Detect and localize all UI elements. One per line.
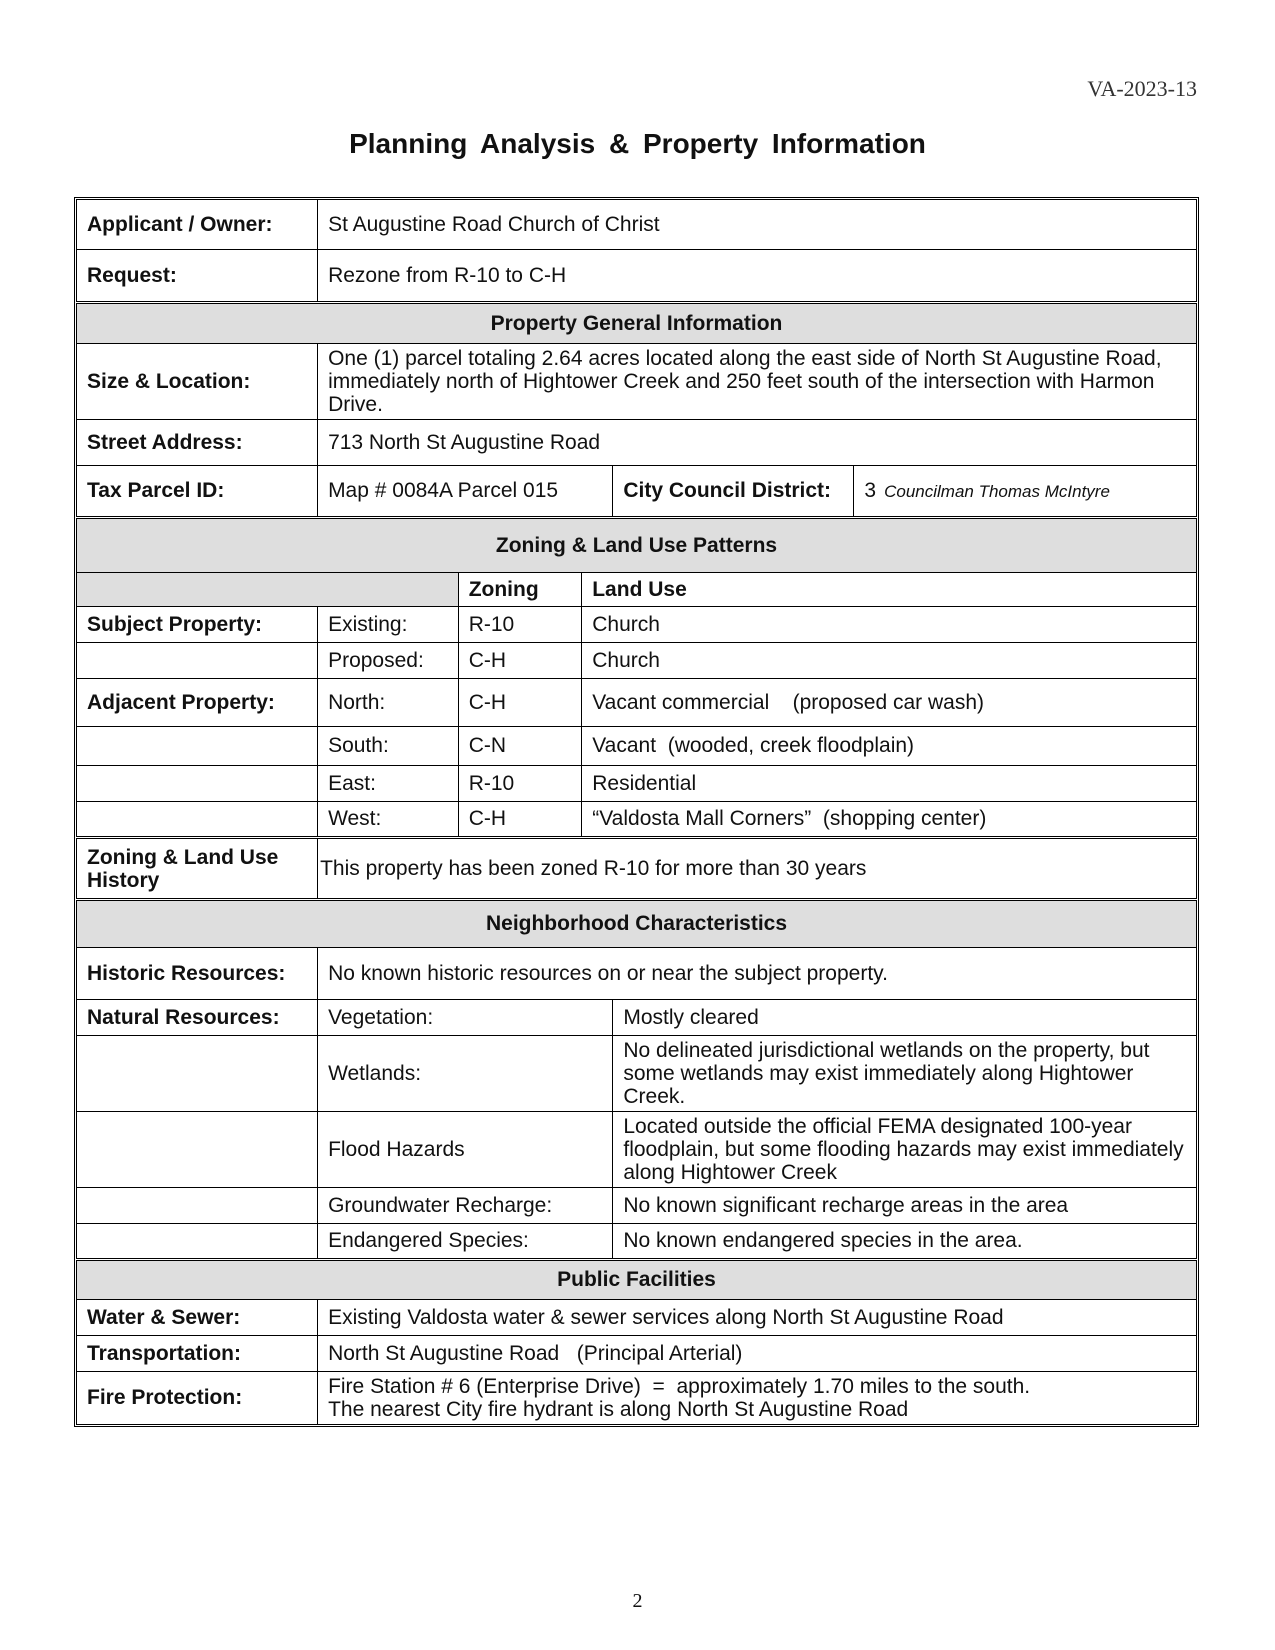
- district-label: City Council District:: [613, 466, 854, 518]
- adjacent-west-row: [77, 802, 1197, 838]
- size-location-row: [77, 344, 1197, 420]
- land-use-col-header: Land Use: [582, 573, 1197, 607]
- resource-value: Mostly cleared: [613, 1000, 1197, 1036]
- zoning-code: C-H: [458, 643, 582, 679]
- blank-label: [77, 1188, 318, 1224]
- blank-label: [77, 802, 318, 838]
- resource-key: Endangered Species:: [318, 1224, 613, 1260]
- transportation-label: Transportation:: [77, 1336, 318, 1372]
- resource-value: No known endangered species in the area.: [613, 1224, 1197, 1260]
- blank-label: [77, 1224, 318, 1260]
- zoning-history-row: [77, 838, 1197, 900]
- blank-label: [77, 1036, 318, 1112]
- section-heading: Zoning & Land Use Patterns: [77, 518, 1197, 573]
- fire-hydrant-line: The nearest City fire hydrant is along North St Augustine Road: [328, 1398, 909, 1421]
- resource-value: Located outside the official FEMA designated 100-year floodplain, but some flooding hazards may exist immediately along Hightower Creek: [613, 1112, 1197, 1188]
- groundwater-row: [77, 1188, 1197, 1224]
- applicant-label: Applicant / Owner:: [77, 200, 318, 250]
- subject-property-label: Subject Property:: [77, 607, 318, 643]
- section-heading: Neighborhood Characteristics: [77, 900, 1197, 948]
- subject-proposed-row: [77, 643, 1197, 679]
- zoning-col-header: Zoning: [458, 573, 582, 607]
- fire-protection-row: [77, 1372, 1197, 1425]
- direction: North:: [318, 679, 459, 727]
- vegetation-row: [77, 1000, 1197, 1036]
- endangered-species-row: [77, 1224, 1197, 1260]
- section-heading: Public Facilities: [77, 1260, 1197, 1300]
- land-use: “Valdosta Mall Corners” (shopping center): [582, 802, 1197, 838]
- adjacent-property-label: Adjacent Property:: [77, 679, 318, 727]
- land-use: Vacant (wooded, creek floodplain): [582, 727, 1197, 766]
- blank-label: [77, 766, 318, 802]
- section-property-general: [77, 303, 1197, 344]
- property-info-table: [74, 197, 1199, 1427]
- adjacent-east-row: [77, 766, 1197, 802]
- request-value: Rezone from R-10 to C-H: [318, 250, 1197, 303]
- zoning-header-blank: [77, 573, 459, 607]
- historic-resources-label: Historic Resources:: [77, 948, 318, 1000]
- zoning-history-label: Zoning & Land Use History: [77, 838, 318, 900]
- water-sewer-value: Existing Valdosta water & sewer services along North St Augustine Road: [318, 1300, 1197, 1336]
- district-councilman: Councilman Thomas McIntyre: [884, 481, 1110, 501]
- historic-resources-value: No known historic resources on or near the subject property.: [318, 948, 1197, 1000]
- section-public-facilities: [77, 1260, 1197, 1300]
- blank-label: [77, 727, 318, 766]
- resource-value: No delineated jurisdictional wetlands on the property, but some wetlands may exist immediately along Hightower Creek.: [613, 1036, 1197, 1112]
- fire-protection-label: Fire Protection:: [77, 1372, 318, 1425]
- fire-protection-value: [318, 1372, 1197, 1425]
- transportation-row: [77, 1336, 1197, 1372]
- direction: South:: [318, 727, 459, 766]
- land-use: Vacant commercial (proposed car wash): [582, 679, 1197, 727]
- size-location-label: Size & Location:: [77, 344, 318, 420]
- section-zoning: [77, 518, 1197, 573]
- zoning-code: C-H: [458, 802, 582, 838]
- subject-existing-row: [77, 607, 1197, 643]
- case-number: VA-2023-13: [1087, 76, 1197, 101]
- zoning-code: R-10: [458, 607, 582, 643]
- zoning-code: C-H: [458, 679, 582, 727]
- resource-key: Groundwater Recharge:: [318, 1188, 613, 1224]
- zoning-header-row: [77, 573, 1197, 607]
- fire-station-line: Fire Station # 6 (Enterprise Drive) = approximately 1.70 miles to the south.: [328, 1375, 1031, 1398]
- transportation-value: North St Augustine Road (Principal Arterial): [318, 1336, 1197, 1372]
- land-use: Church: [582, 643, 1197, 679]
- page-number: 2: [632, 1590, 643, 1612]
- direction: Proposed:: [318, 643, 459, 679]
- blank-label: [77, 643, 318, 679]
- applicant-value: St Augustine Road Church of Christ: [318, 200, 1197, 250]
- request-label: Request:: [77, 250, 318, 303]
- size-location-value: One (1) parcel totaling 2.64 acres located along the east side of North St Augustine Road, immediately north of Hightower Creek and 250 feet south of the intersection with Harmon Drive.: [318, 344, 1197, 420]
- direction: West:: [318, 802, 459, 838]
- zoning-code: C-N: [458, 727, 582, 766]
- tax-parcel-label: Tax Parcel ID:: [77, 466, 318, 518]
- wetlands-row: [77, 1036, 1197, 1112]
- section-heading: Property General Information: [77, 303, 1197, 344]
- zoning-history-value: This property has been zoned R-10 for more than 30 years: [318, 838, 1197, 900]
- page-title: Planning Analysis & Property Information: [349, 128, 926, 159]
- street-address-value: 713 North St Augustine Road: [318, 420, 1197, 466]
- resource-key: Wetlands:: [318, 1036, 613, 1112]
- street-address-label: Street Address:: [77, 420, 318, 466]
- natural-resources-label: Natural Resources:: [77, 1000, 318, 1036]
- water-sewer-label: Water & Sewer:: [77, 1300, 318, 1336]
- blank-label: [77, 1112, 318, 1188]
- resource-key: Flood Hazards: [318, 1112, 613, 1188]
- historic-resources-row: [77, 948, 1197, 1000]
- land-use: Church: [582, 607, 1197, 643]
- resource-key: Vegetation:: [318, 1000, 613, 1036]
- tax-parcel-row: [77, 466, 1197, 518]
- district-number: 3: [864, 478, 877, 502]
- adjacent-south-row: [77, 727, 1197, 766]
- street-address-row: [77, 420, 1197, 466]
- district-value: [854, 466, 1197, 518]
- applicant-row: [77, 200, 1197, 250]
- direction: East:: [318, 766, 459, 802]
- section-neighborhood: [77, 900, 1197, 948]
- adjacent-north-row: [77, 679, 1197, 727]
- request-row: [77, 250, 1197, 303]
- tax-parcel-value: Map # 0084A Parcel 015: [318, 466, 613, 518]
- land-use: Residential: [582, 766, 1197, 802]
- resource-value: No known significant recharge areas in the area: [613, 1188, 1197, 1224]
- direction: Existing:: [318, 607, 459, 643]
- zoning-code: R-10: [458, 766, 582, 802]
- water-sewer-row: [77, 1300, 1197, 1336]
- flood-hazards-row: [77, 1112, 1197, 1188]
